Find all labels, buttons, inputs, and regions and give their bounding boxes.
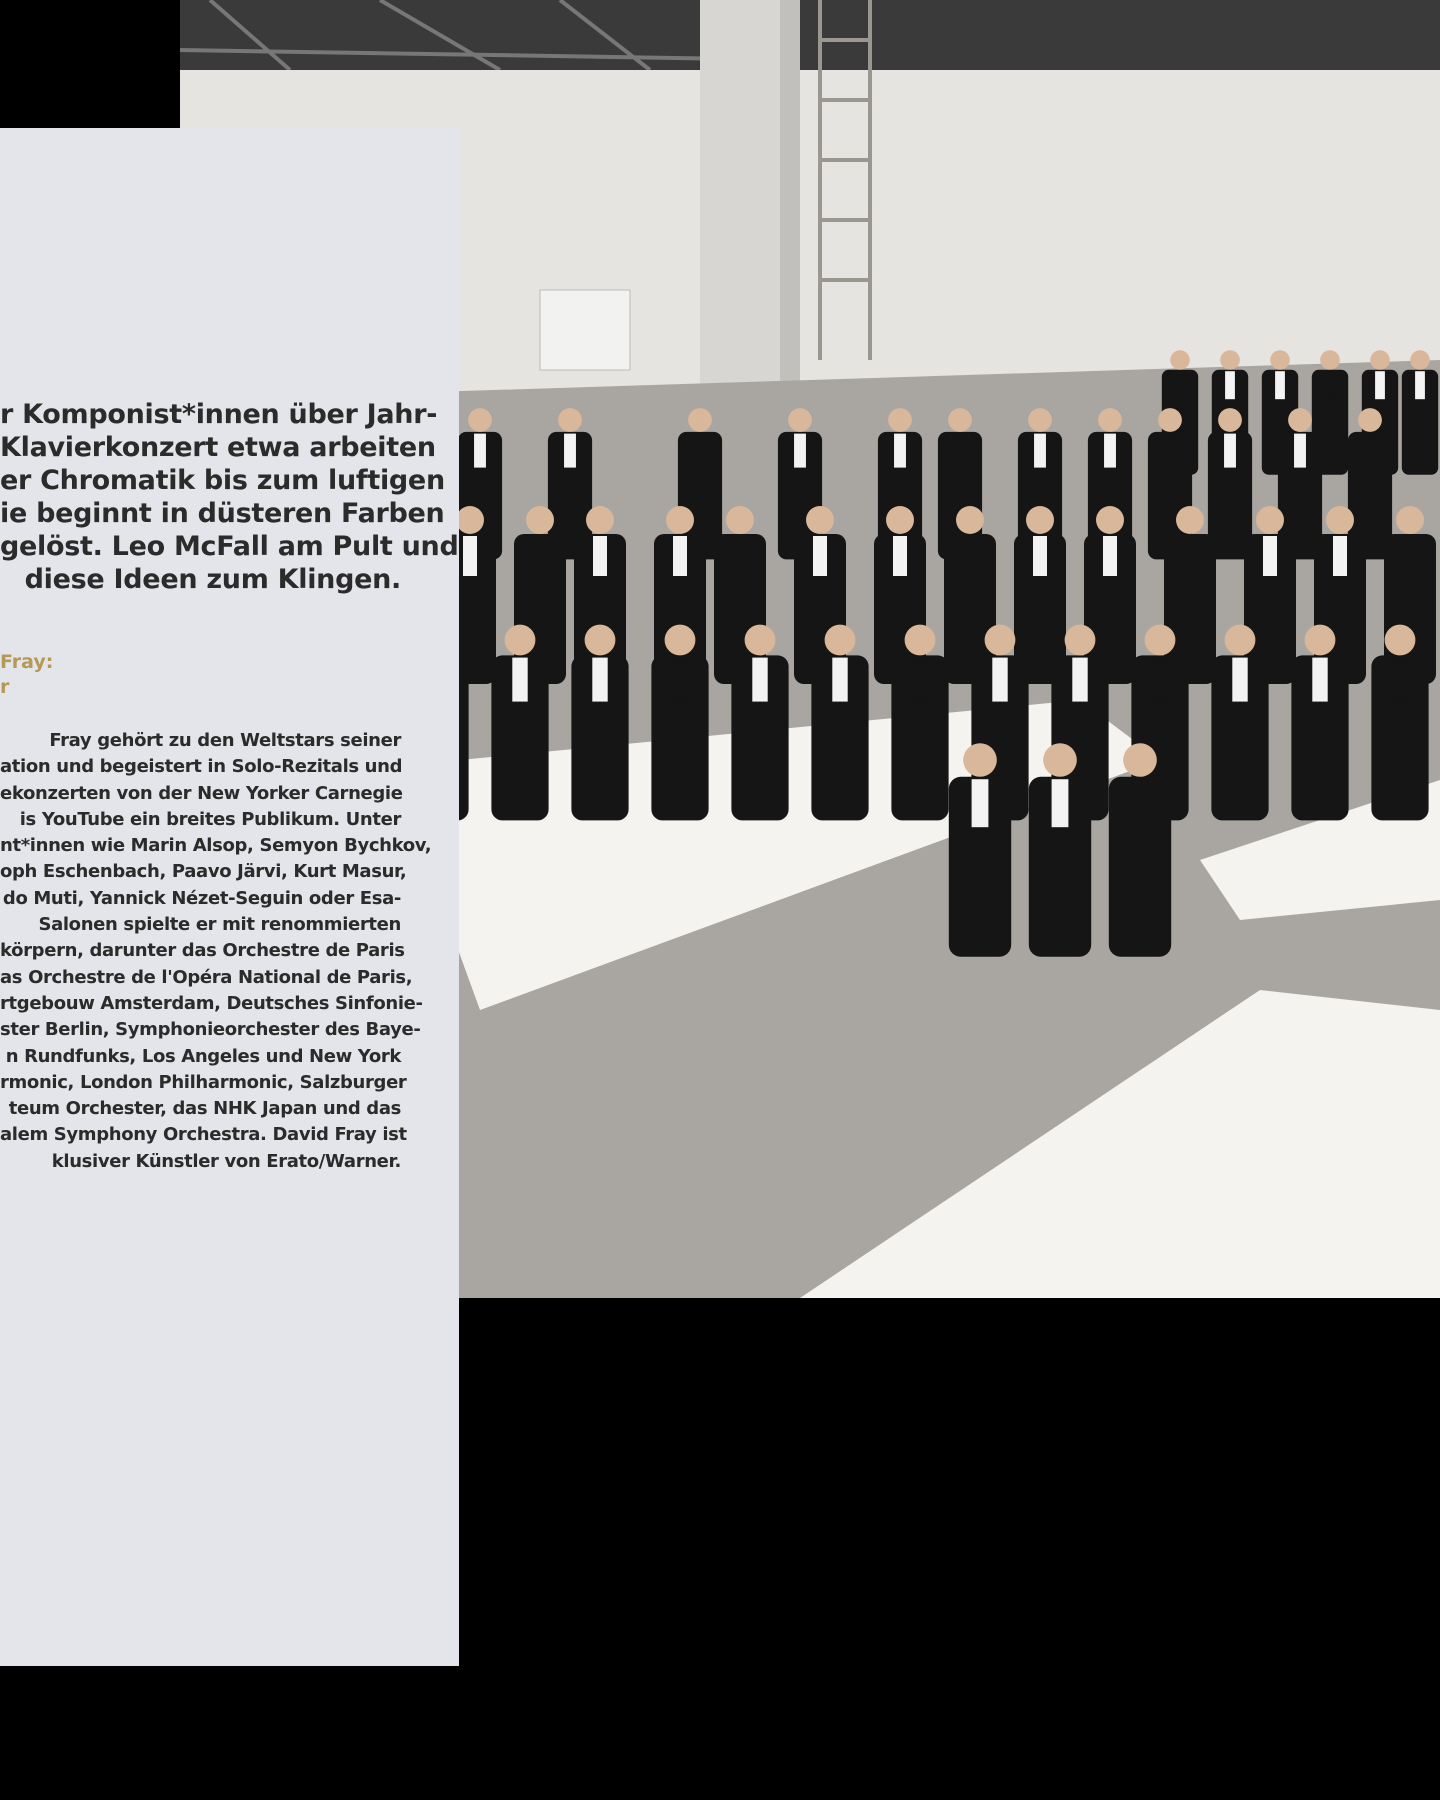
musician-shirt	[1403, 536, 1417, 576]
musician-shirt	[733, 536, 747, 576]
musician-shirt	[794, 434, 806, 468]
musician-shirt	[1164, 434, 1176, 468]
bio-line: Fray gehört zu den Weltstars seiner	[49, 730, 401, 751]
musician-head	[505, 625, 536, 656]
musician-shirt	[894, 434, 906, 468]
musician-head	[1410, 350, 1430, 370]
musician-head	[806, 506, 834, 534]
musician-head	[1288, 408, 1312, 432]
musician-head	[1320, 350, 1340, 370]
radiator	[540, 290, 630, 370]
biography-paragraph	[0, 728, 432, 1175]
musician-shirt	[1275, 371, 1285, 399]
section-heading	[0, 650, 53, 700]
intro-line: gelöst. Leo McFall am Pult und	[0, 531, 459, 562]
musician-shirt	[1034, 434, 1046, 468]
musician-head	[468, 408, 492, 432]
musician-head	[1396, 506, 1424, 534]
ceiling	[180, 0, 1440, 70]
musician-shirt	[1415, 371, 1425, 399]
musician-head	[963, 743, 997, 777]
musician-head	[688, 408, 712, 432]
bio-line: ster Berlin, Symphonieorchester des Baye-	[0, 1019, 421, 1041]
musician-shirt	[512, 658, 527, 702]
musician-shirt	[1392, 658, 1407, 702]
musician-head	[1158, 408, 1182, 432]
intro-line: r Komponist*innen über Jahr-	[0, 399, 438, 430]
bio-line: rtgebouw Amsterdam, Deutsches Sinfonie-	[0, 992, 423, 1014]
musician-shirt	[1312, 658, 1327, 702]
musician-shirt	[1375, 371, 1385, 399]
musician-head	[586, 506, 614, 534]
musician-shirt	[1104, 434, 1116, 468]
musician-head	[1028, 408, 1052, 432]
musician-shirt	[1132, 779, 1149, 827]
musician-shirt	[593, 536, 607, 576]
musician-head	[666, 506, 694, 534]
musician-shirt	[474, 434, 486, 468]
intro-line: diese Ideen zum Klingen.	[24, 564, 401, 595]
musician-head	[1043, 743, 1077, 777]
musician-head	[585, 625, 616, 656]
musician-shirt	[1152, 658, 1167, 702]
musician-head	[1065, 625, 1096, 656]
musician-head	[1358, 408, 1382, 432]
musician-head	[1170, 350, 1190, 370]
musician-shirt	[893, 536, 907, 576]
heading-line: Fray:	[0, 651, 54, 673]
musician-shirt	[592, 658, 607, 702]
intro-line: ie beginnt in düsteren Farben	[0, 498, 445, 529]
musician-head	[1220, 350, 1240, 370]
bio-line: klusiver Künstler von Erato/Warner.	[51, 1150, 401, 1172]
musician-head	[1123, 743, 1157, 777]
musician-shirt	[1294, 434, 1306, 468]
bio-line: nt*innen wie Marin Alsop, Semyon Bychkov,	[0, 835, 432, 857]
musician-shirt	[1263, 536, 1277, 576]
musician-head	[1096, 506, 1124, 534]
musician-head	[888, 408, 912, 432]
intro-line: er Chromatik bis zum luftigen	[0, 465, 445, 496]
musician-shirt	[1364, 434, 1376, 468]
musician-shirt	[533, 536, 547, 576]
musician-shirt	[1072, 658, 1087, 702]
musician-head	[726, 506, 754, 534]
musician-shirt	[992, 658, 1007, 702]
musician-head	[1225, 625, 1256, 656]
musician-shirt	[1033, 536, 1047, 576]
musician-head	[985, 625, 1016, 656]
musician-head	[1145, 625, 1176, 656]
musician-head	[948, 408, 972, 432]
musician-shirt	[963, 536, 977, 576]
musician-head	[1385, 625, 1416, 656]
bio-line: alem Symphony Orchestra. David Fray ist	[0, 1124, 407, 1146]
musician-head	[825, 625, 856, 656]
bio-line: oph Eschenbach, Paavo Järvi, Kurt Masur,	[0, 861, 407, 883]
musician-shirt	[1175, 371, 1185, 399]
musician-shirt	[1225, 371, 1235, 399]
musician-head	[886, 506, 914, 534]
musician-shirt	[954, 434, 966, 468]
musician-head	[526, 506, 554, 534]
musician-shirt	[673, 536, 687, 576]
musician-head	[558, 408, 582, 432]
musician-shirt	[832, 658, 847, 702]
musician-head	[1270, 350, 1290, 370]
bio-line: is YouTube ein breites Publikum. Unter	[19, 808, 401, 830]
musician-head	[905, 625, 936, 656]
musician-head	[1326, 506, 1354, 534]
bio-line: rmonic, London Philharmonic, Salzburger	[0, 1071, 407, 1093]
musician-shirt	[1224, 434, 1236, 468]
bio-line: do Muti, Yannick Nézet-Seguin oder Esa-	[2, 887, 401, 909]
musician-head	[1256, 506, 1284, 534]
bio-line: ation und begeistert in Solo-Rezitals und	[0, 756, 403, 778]
musician-head	[1370, 350, 1390, 370]
musician-head	[788, 408, 812, 432]
bio-line: n Rundfunks, Los Angeles und New York	[5, 1045, 401, 1067]
musician-head	[1026, 506, 1054, 534]
musician-head	[456, 506, 484, 534]
musician-shirt	[813, 536, 827, 576]
musician-shirt	[1333, 536, 1347, 576]
intro-paragraph	[0, 398, 459, 596]
musician-shirt	[1183, 536, 1197, 576]
musician-head	[1218, 408, 1242, 432]
musician-head	[1098, 408, 1122, 432]
bio-line: as Orchestre de l'Opéra National de Paris,	[0, 966, 413, 988]
musician-shirt	[1232, 658, 1247, 702]
musician-shirt	[564, 434, 576, 468]
musician-shirt	[1052, 779, 1069, 827]
musician-head	[665, 625, 696, 656]
bio-line: ekonzerten von der New Yorker Carnegie	[0, 782, 403, 804]
text-page	[0, 128, 459, 1666]
musician-head	[1305, 625, 1336, 656]
pillar-shade	[780, 0, 800, 400]
intro-line: Klavierkonzert etwa arbeiten	[0, 432, 436, 463]
musician-shirt	[972, 779, 989, 827]
heading-line: r	[0, 676, 10, 698]
musician-shirt	[912, 658, 927, 702]
musician-shirt	[1325, 371, 1335, 399]
bio-line: körpern, darunter das Orchestre de Paris	[0, 940, 405, 962]
musician-shirt	[752, 658, 767, 702]
musician-shirt	[694, 434, 706, 468]
musician-head	[745, 625, 776, 656]
musician-shirt	[672, 658, 687, 702]
bio-line: Salonen spielte er mit renommierten	[38, 914, 401, 936]
musician-shirt	[1103, 536, 1117, 576]
musician-head	[956, 506, 984, 534]
bio-line: teum Orchester, das NHK Japan und das	[8, 1098, 401, 1120]
musician-shirt	[463, 536, 477, 576]
pillar	[700, 0, 780, 400]
musician-head	[1176, 506, 1204, 534]
